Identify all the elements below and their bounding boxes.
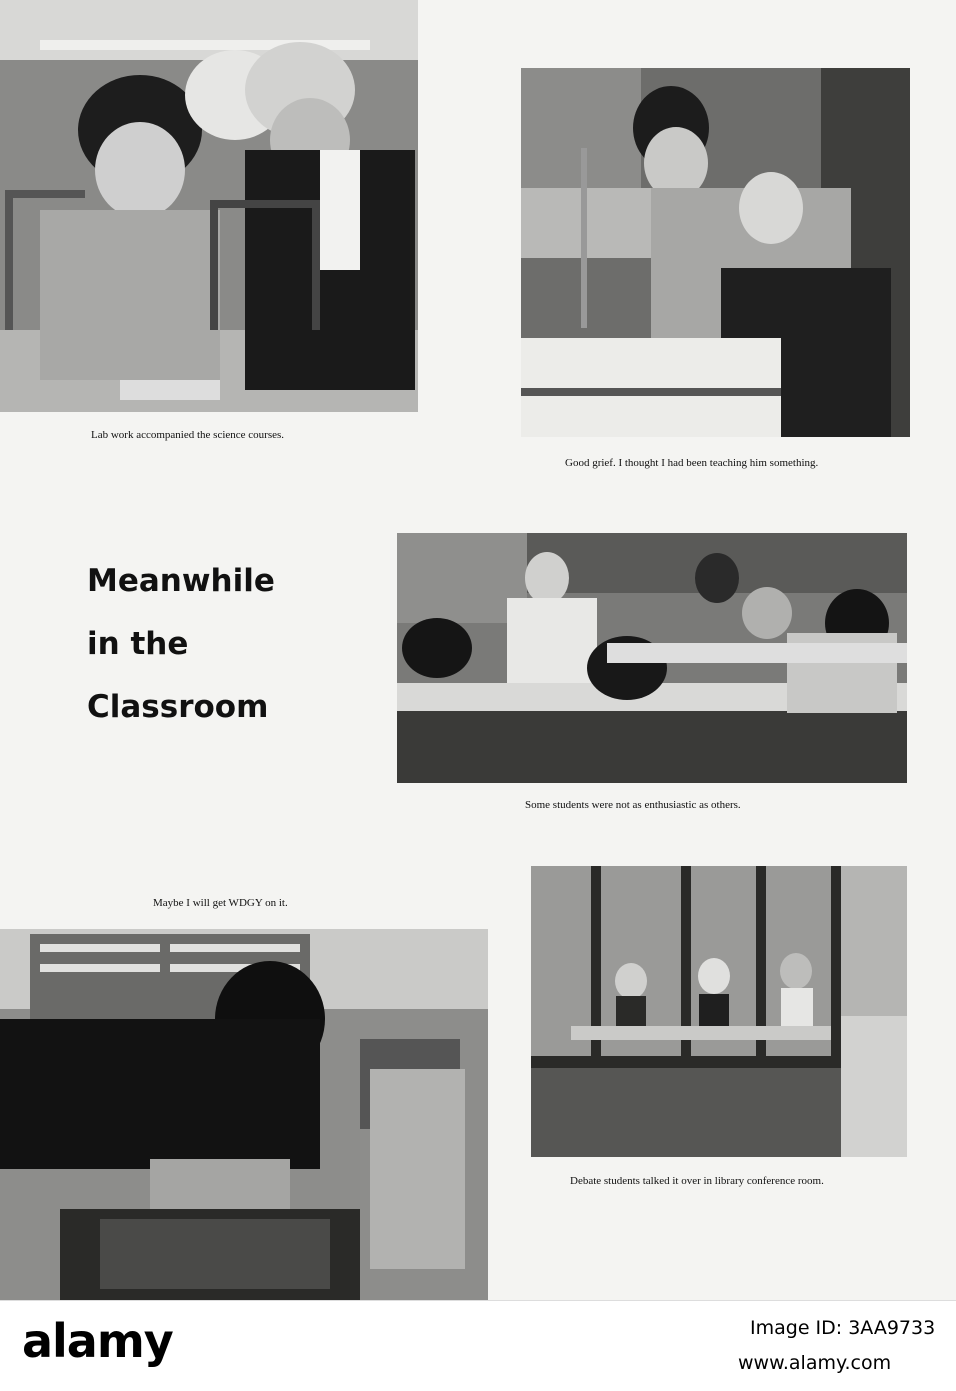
photo-lab-students: [0, 0, 418, 412]
photo-library-room: [531, 866, 907, 1157]
caption-debate: Debate students talked it over in library conference room.: [570, 1175, 824, 1187]
headline-line-2: in the: [87, 626, 189, 662]
page-headline: [87, 550, 367, 739]
caption-classroom: Some students were not as enthusiastic as others.: [525, 799, 741, 811]
photo-teachers: [521, 68, 910, 437]
site-url[interactable]: www.alamy.com: [738, 1352, 892, 1374]
headline-line-1: Meanwhile: [87, 563, 275, 599]
photo-sleeping-students: [397, 533, 907, 783]
caption-radio: Maybe I will get WDGY on it.: [153, 897, 288, 909]
caption-lab: Lab work accompanied the science courses.: [91, 429, 285, 441]
brand-logo[interactable]: alamy: [22, 1314, 173, 1368]
caption-teacher: Good grief. I thought I had been teaching him something.: [565, 457, 819, 469]
image-id-label: Image ID: 3AA9733: [750, 1317, 936, 1339]
photo-radio-repair: [0, 929, 488, 1300]
headline-line-3: Classroom: [87, 689, 269, 725]
